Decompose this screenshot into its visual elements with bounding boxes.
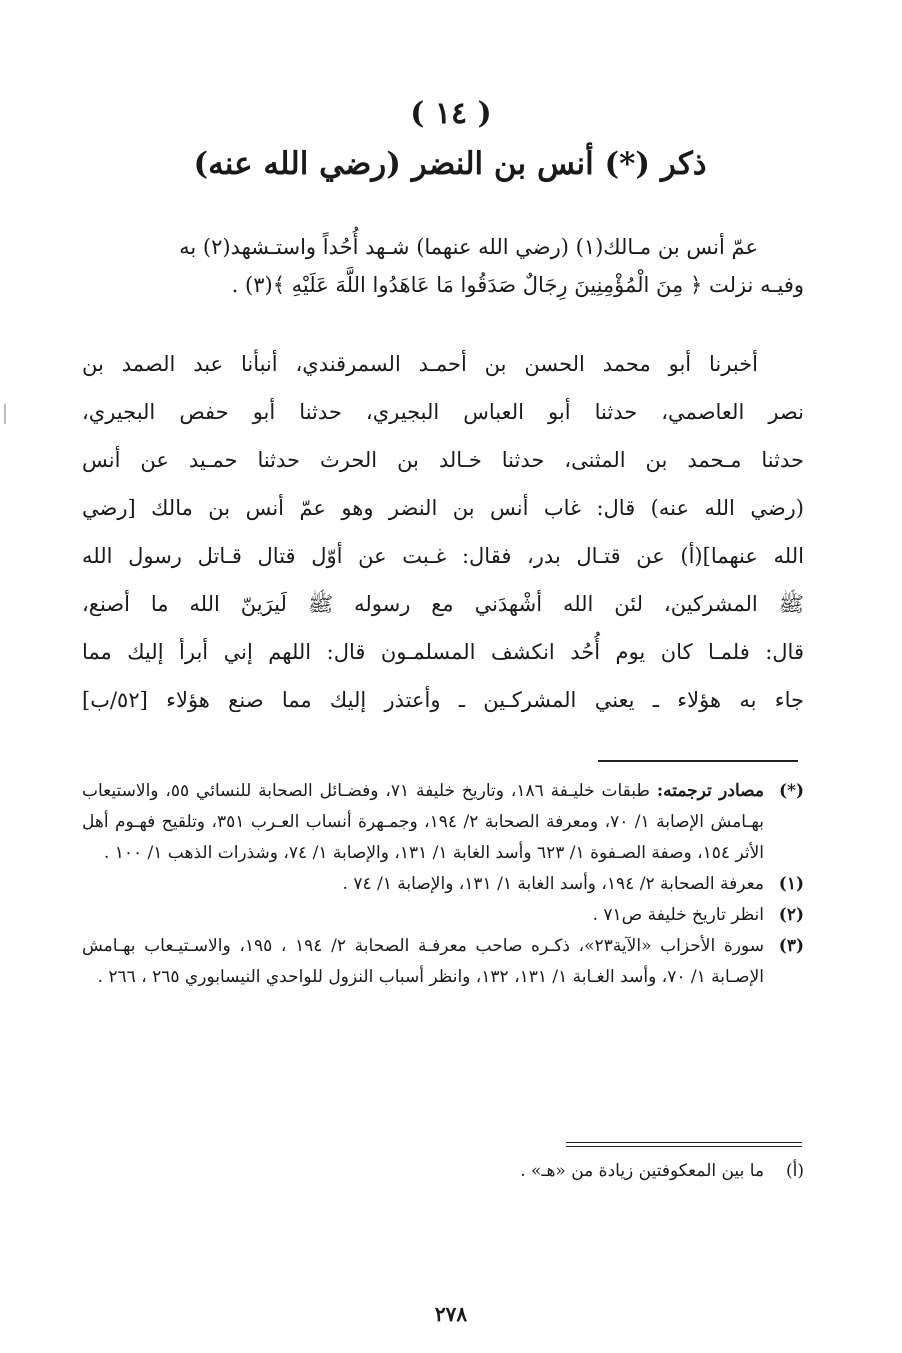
narration-line: الله عنهما](أ) عن قتـال بدر، فقال: غـبت عن أوّل قتال قـاتل رسول الله: [82, 544, 804, 568]
footnote-label: مصادر ترجمته:: [656, 781, 764, 801]
narration-line: أخبرنا أبو محمد الحسن بن أحمـد السمرقندي، أنبأنا عبد الصمد بن: [82, 352, 758, 376]
narration-line: جاء به هؤلاء ـ يعني المشركـين ـ وأعتذر إليك مما صنع هؤلاء [٥٢/ب]: [82, 688, 804, 712]
intro-line-2: وفيـه نزلت ﴿ مِنَ الْمُؤْمِنِينَ رِجَالٌ صَدَقُوا مَا عَاهَدُوا اللَّهَ عَلَيْهِ ﴾(٣) .: [231, 273, 804, 297]
footnote-sources: [82, 776, 804, 869]
footnote-marker: (٢): [778, 905, 804, 925]
narration-line: نصر العاصمي، حدثنا أبو العباس البجيري، حدثنا أبو حفص البجيري،: [82, 400, 804, 424]
footnote-body: سورة الأحزاب «الآية٢٣»، ذكـره صاحب معرفـة الصحابة ٢/ ١٩٤ ، ١٩٥، والاسـتيـعاب بهـامش الإصـابة ١/ ٧٠، وأسد الغـابة ١/ ١٣١، ١٣٢، وانظر أسباب النزول للواحدي النيسابوري ٢٦٥ ، ٢٦٦ .: [82, 936, 764, 987]
variant-separator: [566, 1142, 802, 1147]
footnote-marker: (*): [779, 781, 804, 801]
footnote-2: [82, 900, 804, 931]
footnote-body: طبقات خليـفة ١٨٦، وتاريخ خليفة ٧١، وفضـائل الصحابة للنسائي ٥٥، والاستيعاب بهـامش الإصابة ١/ ٧٠، ومعرفة الصحابة ٢/ ١٩٤، وجمـهرة أنساب العـرب ٣٥١، وتلقيح فهـوم أهل الأثر ١٥٤، وصفة الصـفوة ١/ ٦٢٣ وأسد الغابة ١/ ١٣١، والإصابة ١/ ٧٤، وشذرات الذهب ١/ ١٠٠ .: [82, 781, 764, 863]
chapter-title: ذكر (*) أنس بن النضر (رضي الله عنه): [193, 146, 707, 182]
narration-paragraph: [82, 340, 804, 724]
footnotes: [82, 776, 804, 993]
margin-mark: [4, 404, 6, 424]
page-number: ٢٧٨: [434, 1302, 468, 1326]
narration-line: حدثنا مـحمد بن المثنى، حدثنا خـالد بن الحرث حدثنا حمـيد عن أنس: [82, 448, 804, 472]
variant-text: ما بين المعكوفتين زيادة من «هـ» .: [520, 1161, 764, 1181]
variant-note: [82, 1156, 804, 1186]
footnote-1: [82, 869, 804, 900]
footnote-text: [82, 776, 764, 869]
narration-line: ﷺ المشركين، لئن الله أشْهدَني مع رسوله ﷺ لَيرَينّ الله ما أصنع،: [82, 592, 804, 616]
footnote-body: انظر تاريخ خليفة ص٧١ .: [592, 905, 764, 925]
footnote-body: معرفة الصحابة ٢/ ١٩٤، وأسد الغابة ١/ ١٣١، والإصابة ١/ ٧٤ .: [342, 874, 764, 894]
intro-paragraph: [82, 228, 804, 304]
footnote-marker: (٣): [778, 936, 804, 956]
chapter-number: ( ١٤ ): [410, 96, 492, 131]
narration-line: قال: فلمـا كان يوم أُحُد انكشف المسلمـون قال: اللهم إني أبرأ إليك مما: [82, 640, 804, 664]
footnote-3: [82, 931, 804, 993]
variant-marker: (أ): [786, 1161, 804, 1181]
footnote-separator: [598, 760, 798, 762]
narration-line: (رضي الله عنه) قال: غاب أنس بن النضر وهو عمّ أنس بن مالك [رضي: [82, 496, 804, 520]
intro-line-1: عمّ أنس بن مـالك(١) (رضي الله عنهما) شـهد أُحُداً واستـشهد(٢) به: [179, 235, 758, 259]
footnote-marker: (١): [778, 874, 804, 894]
